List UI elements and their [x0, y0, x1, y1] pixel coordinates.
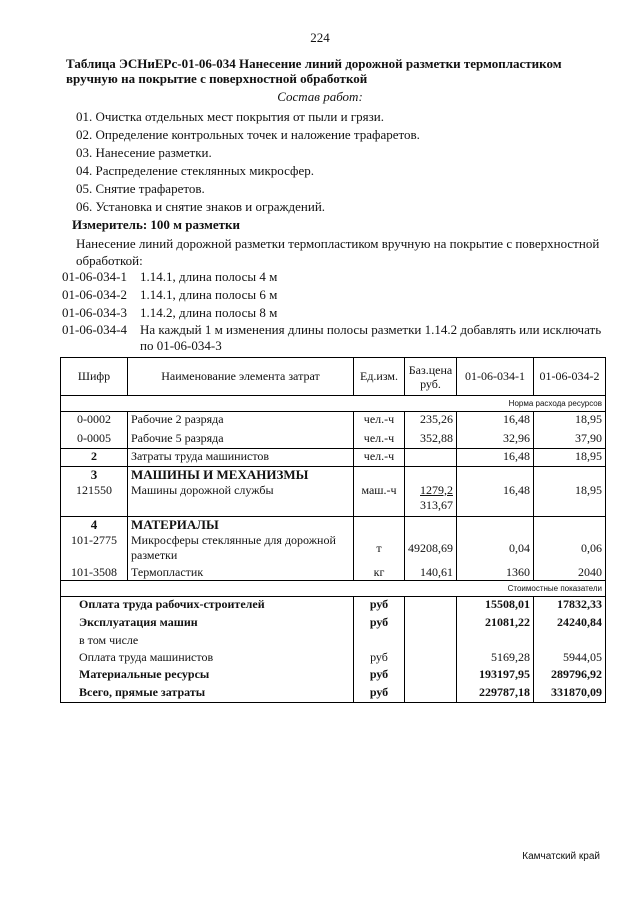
row-name: Машины дорожной службы — [128, 483, 354, 517]
variant-code: 01-06-034-4 — [62, 322, 127, 337]
row-value-1: 1360 — [457, 565, 534, 581]
operation-item: 03. Нанесение разметки. — [76, 145, 212, 160]
row-value-2: 0,06 — [534, 533, 606, 565]
row-value-2: 18,95 — [534, 449, 606, 467]
total-unit: руб — [354, 667, 405, 685]
composition-heading: Состав работ: — [277, 89, 363, 104]
variant-text: 1.14.1, длина полосы 4 м — [140, 269, 278, 284]
operation-item: 06. Установка и снятие знаков и ограждений. — [76, 199, 326, 214]
operation-item: 02. Определение контрольных точек и наложение трафаретов. — [76, 127, 420, 142]
table-row — [61, 565, 606, 581]
row-unit: чел.-ч — [354, 431, 405, 449]
resource-table — [60, 357, 606, 703]
section-code: 3 — [61, 467, 128, 483]
table-header-row — [61, 358, 606, 396]
operation-item: 01. Очистка отдельных мест покрытия от пыли и грязи. — [76, 109, 384, 124]
total-value-2: 289796,92 — [534, 667, 606, 685]
row-price: 235,26 — [405, 412, 457, 431]
total-row — [61, 633, 606, 650]
variant-row — [62, 305, 622, 323]
row-price-main: 1279,2 — [420, 482, 453, 497]
row-code: 121550 — [61, 483, 128, 517]
total-value-1: 5169,28 — [457, 650, 534, 667]
header-col2: 01-06-034-2 — [534, 358, 606, 396]
row-code: 0-0002 — [61, 412, 128, 431]
total-unit: руб — [354, 597, 405, 615]
row-value-1: 16,48 — [457, 449, 534, 467]
header-name: Наименование элемента затрат — [128, 358, 354, 396]
row-price — [405, 449, 457, 467]
total-name: Всего, прямые затраты — [61, 685, 354, 703]
variant-code: 01-06-034-3 — [62, 305, 127, 320]
row-code: 2 — [61, 449, 128, 467]
row-name: Рабочие 5 разряда — [128, 431, 354, 449]
section-row — [61, 467, 606, 483]
row-value-1: 16,48 — [457, 483, 534, 517]
row-unit: маш.-ч — [354, 483, 405, 517]
footer-region: Камчатский край — [522, 851, 600, 862]
row-unit: чел.-ч — [354, 412, 405, 431]
row-unit: чел.-ч — [354, 449, 405, 467]
row-code: 101-2775 — [61, 533, 128, 565]
header-col1: 01-06-034-1 — [457, 358, 534, 396]
section-name: МАТЕРИАЛЫ — [128, 517, 354, 533]
page-number: 224 — [310, 30, 330, 45]
total-value-1: 15508,01 — [457, 597, 534, 615]
table-row — [61, 412, 606, 431]
row-unit: кг — [354, 565, 405, 581]
row-price-secondary: 313,67 — [420, 497, 453, 512]
row-value-1: 16,48 — [457, 412, 534, 431]
variant-row — [62, 287, 622, 305]
row-value-2: 18,95 — [534, 483, 606, 517]
table-row — [61, 449, 606, 467]
variant-text: На каждый 1 м изменения длины полосы разметки 1.14.2 добавлять или исключать — [140, 322, 602, 337]
row-price: 352,88 — [405, 431, 457, 449]
total-unit: руб — [354, 650, 405, 667]
header-price: Баз.цена руб. — [405, 358, 457, 396]
row-price: 49208,69 — [405, 533, 457, 565]
row-name: Рабочие 2 разряда — [128, 412, 354, 431]
table-row — [61, 533, 606, 565]
total-value-1: 21081,22 — [457, 615, 534, 633]
total-value-2: 17832,33 — [534, 597, 606, 615]
row-code: 0-0005 — [61, 431, 128, 449]
section-code: 4 — [61, 517, 128, 533]
table-row — [61, 483, 606, 517]
total-unit: руб — [354, 685, 405, 703]
row-value-2: 37,90 — [534, 431, 606, 449]
total-name: в том числе — [61, 633, 354, 650]
total-row — [61, 685, 606, 703]
row-value-1: 32,96 — [457, 431, 534, 449]
total-row — [61, 667, 606, 685]
section-row — [61, 517, 606, 533]
description: Нанесение линий дорожной разметки термопластиком вручную на покрытие с поверхностной обработкой: — [76, 236, 600, 268]
total-value-2: 24240,84 — [534, 615, 606, 633]
table-row — [61, 431, 606, 449]
table-title: Таблица ЭСНиЕРс-01-06-034 Нанесение линий дорожной разметки термопластиком вручную на покрытие с поверхностной обработкой — [66, 56, 562, 86]
header-code: Шифр — [61, 358, 128, 396]
row-name: Термопластик — [128, 565, 354, 581]
meter-unit: Измеритель: 100 м разметки — [72, 217, 241, 232]
total-unit: руб — [354, 615, 405, 633]
variant-text: 1.14.2, длина полосы 8 м — [140, 305, 278, 320]
total-row — [61, 597, 606, 615]
total-value-2: 331870,09 — [534, 685, 606, 703]
row-code: 101-3508 — [61, 565, 128, 581]
variant-row — [62, 269, 622, 287]
row-name: Микросферы стеклянные для дорожной разметки — [128, 533, 354, 565]
total-row — [61, 615, 606, 633]
operation-item: 05. Снятие трафаретов. — [76, 181, 205, 196]
total-name: Эксплуатация машин — [61, 615, 354, 633]
total-name: Оплата труда машинистов — [61, 650, 354, 667]
cost-caption-row — [61, 581, 606, 597]
variant-code: 01-06-034-2 — [62, 287, 127, 302]
total-name: Материальные ресурсы — [61, 667, 354, 685]
row-price: 140,61 — [405, 565, 457, 581]
cost-caption: Стоимостные показатели — [61, 581, 606, 597]
row-unit: т — [354, 533, 405, 565]
row-value-2: 2040 — [534, 565, 606, 581]
total-value-1: 229787,18 — [457, 685, 534, 703]
total-value-1: 193197,95 — [457, 667, 534, 685]
variant-code: 01-06-034-1 — [62, 269, 127, 284]
total-name: Оплата труда рабочих-строителей — [61, 597, 354, 615]
total-value-2: 5944,05 — [534, 650, 606, 667]
section-name: МАШИНЫ И МЕХАНИЗМЫ — [128, 467, 354, 483]
row-name: Затраты труда машинистов — [128, 449, 354, 467]
row-price — [405, 483, 457, 517]
variant-text-continued: по 01-06-034-3 — [140, 338, 222, 353]
row-value-1: 0,04 — [457, 533, 534, 565]
row-value-2: 18,95 — [534, 412, 606, 431]
operation-item: 04. Распределение стеклянных микросфер. — [76, 163, 314, 178]
variant-row — [62, 322, 622, 358]
total-row — [61, 650, 606, 667]
norm-caption: Норма расхода ресурсов — [61, 396, 606, 412]
variant-text: 1.14.1, длина полосы 6 м — [140, 287, 278, 302]
norm-caption-row — [61, 396, 606, 412]
header-unit: Ед.изм. — [354, 358, 405, 396]
